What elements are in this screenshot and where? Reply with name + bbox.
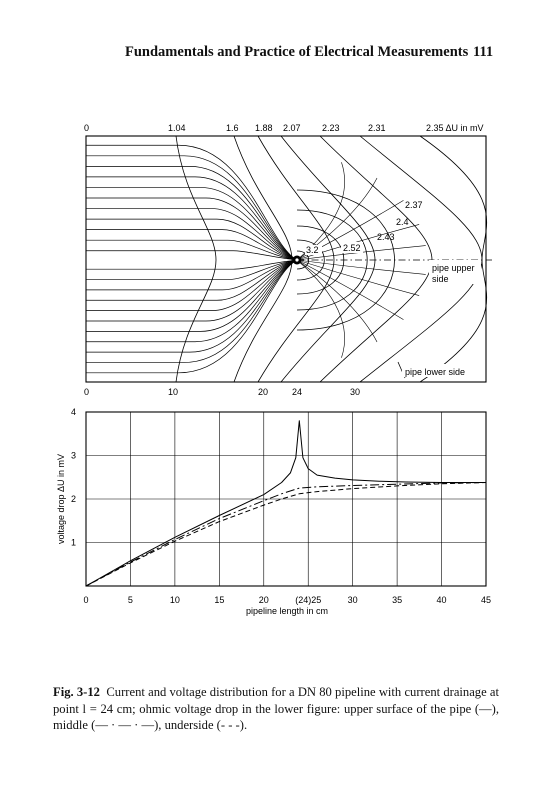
top-label: 2.07 <box>283 123 301 133</box>
y-tick-label: 3 <box>70 450 76 461</box>
contour-label: 2.4 <box>396 217 409 227</box>
contour-label: 2.43 <box>377 232 395 242</box>
x-tick-label: 0 <box>83 595 89 605</box>
top-label: 2.23 <box>322 123 340 133</box>
chart-series <box>86 421 486 586</box>
flow-line <box>297 260 403 320</box>
flow-line <box>297 260 345 358</box>
x-tick-label: 20 <box>258 595 269 605</box>
flow-line <box>86 156 297 260</box>
equipotential-line <box>176 136 216 382</box>
flow-line <box>86 260 297 311</box>
y-tick-label: 4 <box>70 407 76 417</box>
top-label: 2.35 ΔU in mV <box>426 123 484 133</box>
flow-line <box>86 260 297 352</box>
top-label: 1.6 <box>226 123 239 133</box>
x-tick-label: 35 <box>392 595 403 605</box>
running-title: Fundamentals and Practice of Electrical Measurements <box>125 44 469 60</box>
chart-grid <box>86 412 486 586</box>
x-tick-label: 30 <box>347 595 358 605</box>
top-label: 1.88 <box>255 123 273 133</box>
series-solid-line <box>86 421 486 586</box>
x-axis-label: pipeline length in cm <box>245 606 329 616</box>
x-tick-label: 10 <box>169 595 180 605</box>
top-label: 1.04 <box>168 123 186 133</box>
contour-label: 2.37 <box>405 200 423 210</box>
annotation-pipe-upper: pipe upper side <box>432 263 475 284</box>
upper-x-tick: 24 <box>292 387 303 397</box>
flow-line <box>86 260 297 269</box>
upper-figure <box>84 123 492 397</box>
lower-chart <box>56 407 491 616</box>
upper-x-tick: 20 <box>258 387 269 397</box>
contour-label: 2.52 <box>343 243 361 253</box>
top-label: 0 <box>84 123 90 133</box>
annotation-pipe-lower: pipe lower side <box>405 367 466 377</box>
y-tick-label: 1 <box>70 537 76 548</box>
x-tick-label: (24)25 <box>295 595 322 605</box>
flow-line <box>86 251 297 260</box>
y-axis-label: voltage drop ΔU in mV <box>56 453 66 545</box>
top-label: 2.31 <box>368 123 386 133</box>
upper-x-tick: 30 <box>350 387 361 397</box>
flow-line <box>86 166 297 260</box>
equipotential-line <box>234 136 292 382</box>
x-tick-label: 45 <box>480 595 492 605</box>
series-dashed-line <box>86 483 486 587</box>
x-tick-label: 5 <box>127 595 133 605</box>
chart-ticks <box>71 407 491 605</box>
x-tick-label: 15 <box>214 595 225 605</box>
upper-frame <box>86 136 486 382</box>
flow-line <box>297 260 426 274</box>
x-tick-label: 40 <box>436 595 447 605</box>
equipotential-line <box>420 136 487 382</box>
flow-line <box>86 209 297 260</box>
equipotential-line <box>320 136 432 382</box>
equipotential-lines <box>176 136 487 382</box>
caption-text: Current and voltage distribution for a DN 80 pipeline with current drainage at point l = 24 cm; ohmic voltage drop in the lower figure: upper surface of the pipe (—), middle (— · — · —), underside (- - -). <box>53 685 499 732</box>
upper-x-tick: 0 <box>84 387 90 397</box>
upper-x-tick: 10 <box>168 387 179 397</box>
caption-label: Fig. 3-12 <box>53 685 100 699</box>
figure-caption <box>53 684 499 734</box>
flow-line <box>86 260 297 362</box>
y-tick-label: 2 <box>70 494 76 504</box>
contour-label: 3.2 <box>306 245 319 255</box>
flow-line <box>86 260 297 290</box>
page-number: 111 <box>473 44 494 60</box>
